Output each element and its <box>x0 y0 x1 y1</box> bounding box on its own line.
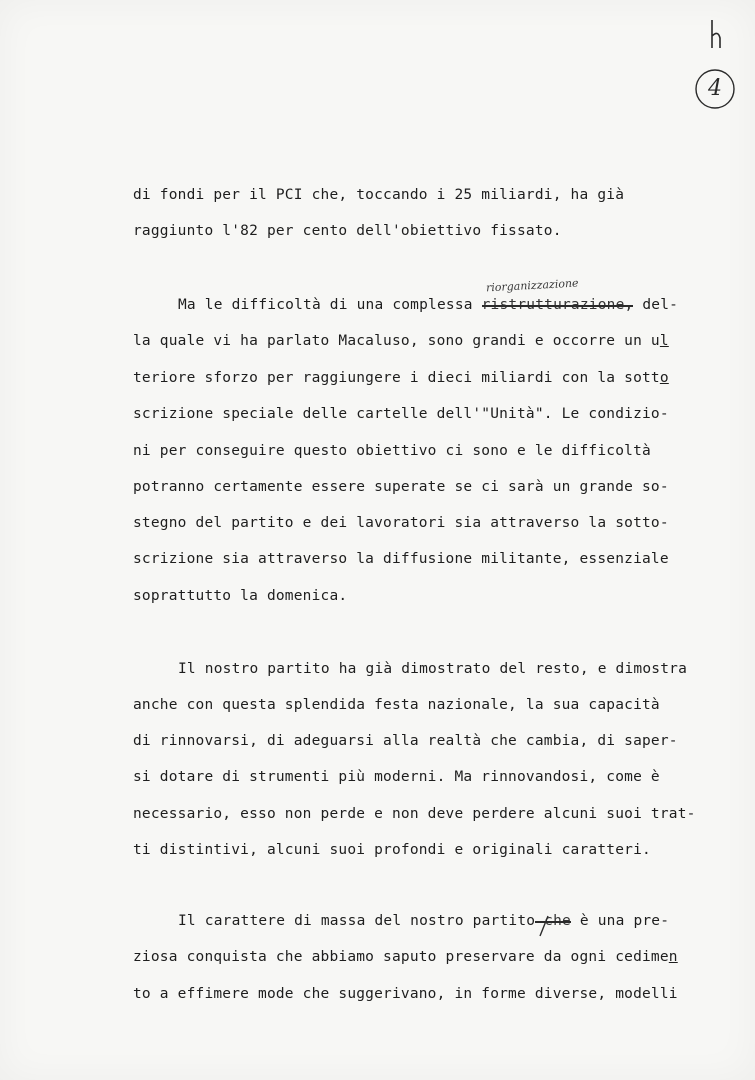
underlined-letter: n <box>668 949 678 965</box>
text-line: ni per conseguire questo obiettivo ci sono e le difficoltà <box>133 443 651 459</box>
text-line: soprattutto la domenica. <box>133 588 348 604</box>
text-segment: ziosa conquista che abbiamo saputo preservare da ogni cedime <box>133 949 669 965</box>
text-segment: Ma le difficoltà di una complessa <box>178 297 482 313</box>
struck-word: ristrutturazione, <box>481 297 634 313</box>
page-number: 4 <box>708 76 722 101</box>
text-segment: del- <box>633 297 679 313</box>
text-line <box>133 948 678 966</box>
text-line: di rinnovarsi, di adeguarsi alla realtà che cambia, di saper- <box>133 733 678 749</box>
underlined-letter: l <box>659 333 669 349</box>
text-segment: la quale vi ha parlato Macaluso, sono grandi e occorre un u <box>133 333 660 349</box>
text-line: di fondi per il PCI che, toccando i 25 miliardi, ha già <box>133 187 625 203</box>
text-line <box>133 369 669 387</box>
text-line: potranno certamente essere superate se ci sarà un grande so- <box>133 479 669 495</box>
text-line: scrizione speciale delle cartelle dell'"Unità". Le condizio- <box>133 406 669 422</box>
underlined-letter: o <box>659 370 669 386</box>
text-line: stegno del partito e dei lavoratori sia attraverso la sotto- <box>133 515 669 531</box>
text-segment: teriore sforzo per raggiungere i dieci miliardi con la sott <box>133 370 660 386</box>
text-line <box>178 296 678 314</box>
text-line: raggiunto l'82 per cento dell'obiettivo fissato. <box>133 223 562 239</box>
text-line: si dotare di strumenti più moderni. Ma rinnovandosi, come è <box>133 769 660 785</box>
text-line <box>178 912 669 930</box>
text-segment: è una pre- <box>570 913 670 929</box>
text-line: scrizione sia attraverso la diffusione militante, essenziale <box>133 551 669 567</box>
text-line: ti distintivi, alcuni suoi profondi e originali caratteri. <box>133 842 651 858</box>
insertion-caret-mark <box>537 914 551 938</box>
text-segment: Il carattere di massa del nostro partito <box>178 913 536 929</box>
text-line: necessario, esso non perde e non deve perdere alcuni suoi trat- <box>133 806 696 822</box>
text-line: Il nostro partito ha già dimostrato del resto, e dimostra <box>178 661 687 677</box>
text-line: anche con questa splendida festa nazionale, la sua capacità <box>133 697 660 713</box>
struck-word: che <box>535 913 571 929</box>
text-line: to a effimere mode che suggerivano, in forme diverse, modelli <box>133 986 678 1002</box>
text-line <box>133 332 669 350</box>
handwritten-correction: riorganizzazione <box>485 276 579 295</box>
page-number-circle <box>694 68 736 110</box>
handwritten-corner-mark <box>708 18 724 50</box>
